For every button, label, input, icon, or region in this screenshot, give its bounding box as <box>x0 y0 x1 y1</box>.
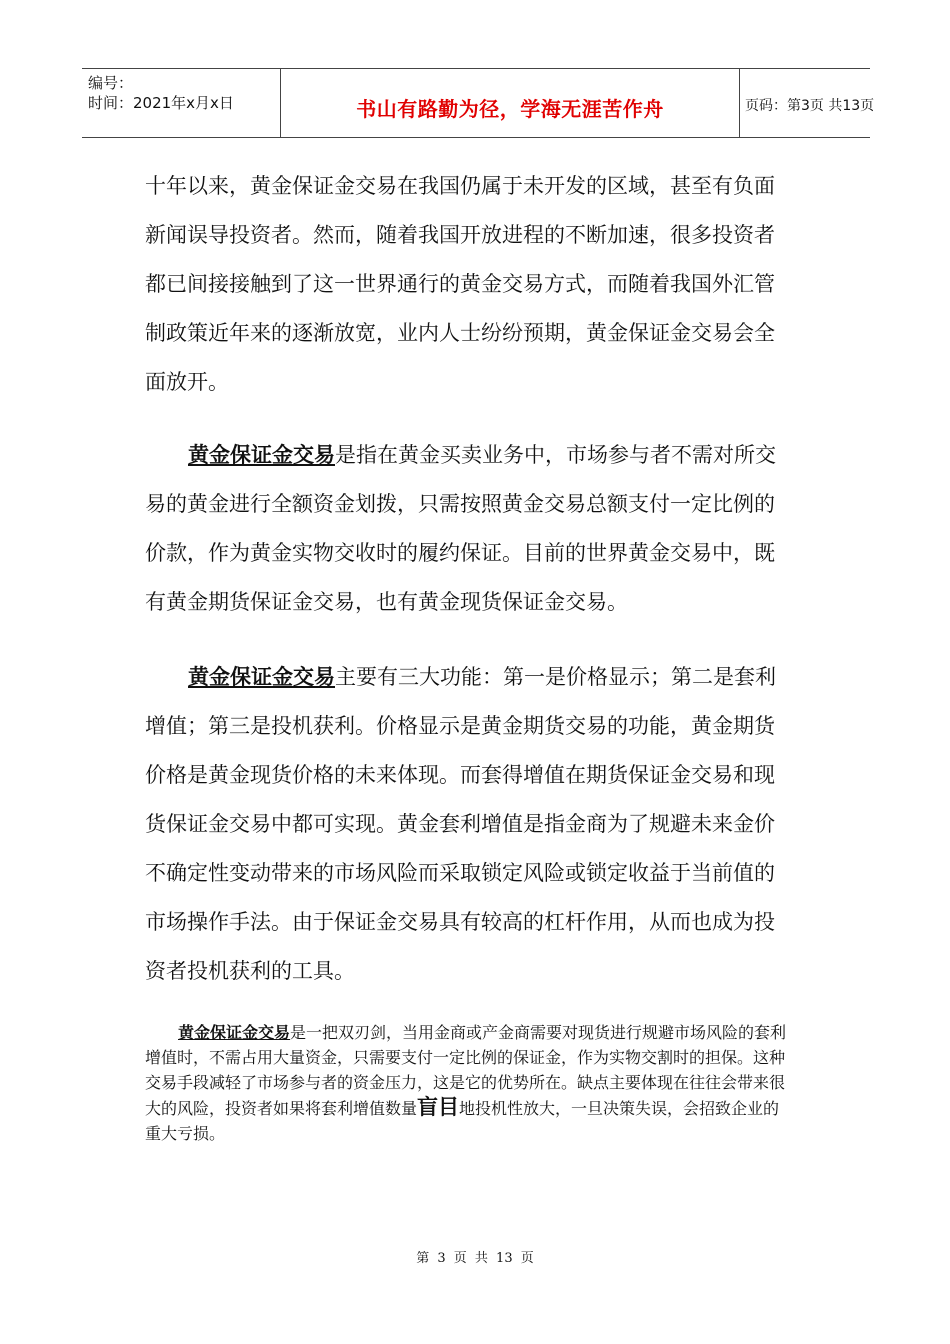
term-gold-margin-trading: 黄金保证金交易 <box>178 1023 291 1042</box>
page-header <box>82 68 875 138</box>
header-motto-cell <box>280 69 740 137</box>
paragraph-1 <box>145 162 795 407</box>
header-motto: 书山有路勤为径，学海无涯苦作舟 <box>356 97 664 121</box>
term-gold-margin-trading: 黄金保证金交易 <box>188 664 335 689</box>
emphasis-word: 盲目 <box>417 1095 460 1119</box>
term-gold-margin-trading: 黄金保证金交易 <box>188 442 335 467</box>
paragraph-4 <box>145 1020 795 1146</box>
header-page-info: 页码：第3页 共13页 <box>745 98 875 114</box>
paragraph-4-text-1: 是一把双刃剑，当用金商或产金商需要对现货进行规避市场风险的套利增值时，不需占用大量资金，只需要支付一定比例的保证金，作为实物交割时的担保。这种交易手段减轻了市场参与者的资金压力，这是它的优势所在。缺点主要体现在往往会带来很大的风险，投资者如果将套利增值数量 <box>145 1023 787 1118</box>
paragraph-2 <box>145 430 795 627</box>
header-page-cell <box>739 69 875 137</box>
paragraph-3-text: 主要有三大功能：第一是价格显示；第二是套利增值；第三是投机获利。价格显示是黄金期货交易的功能，黄金期货价格是黄金现货价格的未来体现。而套得增值在期货保证金交易和现货保证金交易中都可实现。黄金套利增值是指金商为了规避未来金价不确定性变动带来的市场风险而采取锁定风险或锁定收益于当前值的市场操作手法。由于保证金交易具有较高的杠杆作用，从而也成为投资者投机获利的工具。 <box>145 665 776 983</box>
header-meta <box>82 69 280 141</box>
document-time-label: 时间：2021年x月x日 <box>88 94 234 112</box>
document-number-label: 编号： <box>88 74 134 92</box>
paragraph-2-text: 是指在黄金买卖业务中，市场参与者不需对所交易的黄金进行全额资金划拨，只需按照黄金交易总额支付一定比例的价款，作为黄金实物交收时的履约保证。目前的世界黄金交易中，既有黄金期货保证金交易，也有黄金现货保证金交易。 <box>145 443 776 614</box>
paragraph-4-text-2: 地投机性放大，一旦决策失误，会招致企业的重大亏损。 <box>145 1099 780 1143</box>
paragraph-3 <box>145 652 795 996</box>
paragraph-1-text: 十年以来，黄金保证金交易在我国仍属于未开发的区域，甚至有负面新闻误导投资者。然而，随着我国开放进程的不断加速，很多投资者都已间接接触到了这一世界通行的黄金交易方式，而随着我国外汇管制政策近年来的逐渐放宽，业内人士纷纷预期，黄金保证金交易会全面放开。 <box>145 174 775 394</box>
page-footer: 第 3 页 共 13 页 <box>416 1251 534 1266</box>
